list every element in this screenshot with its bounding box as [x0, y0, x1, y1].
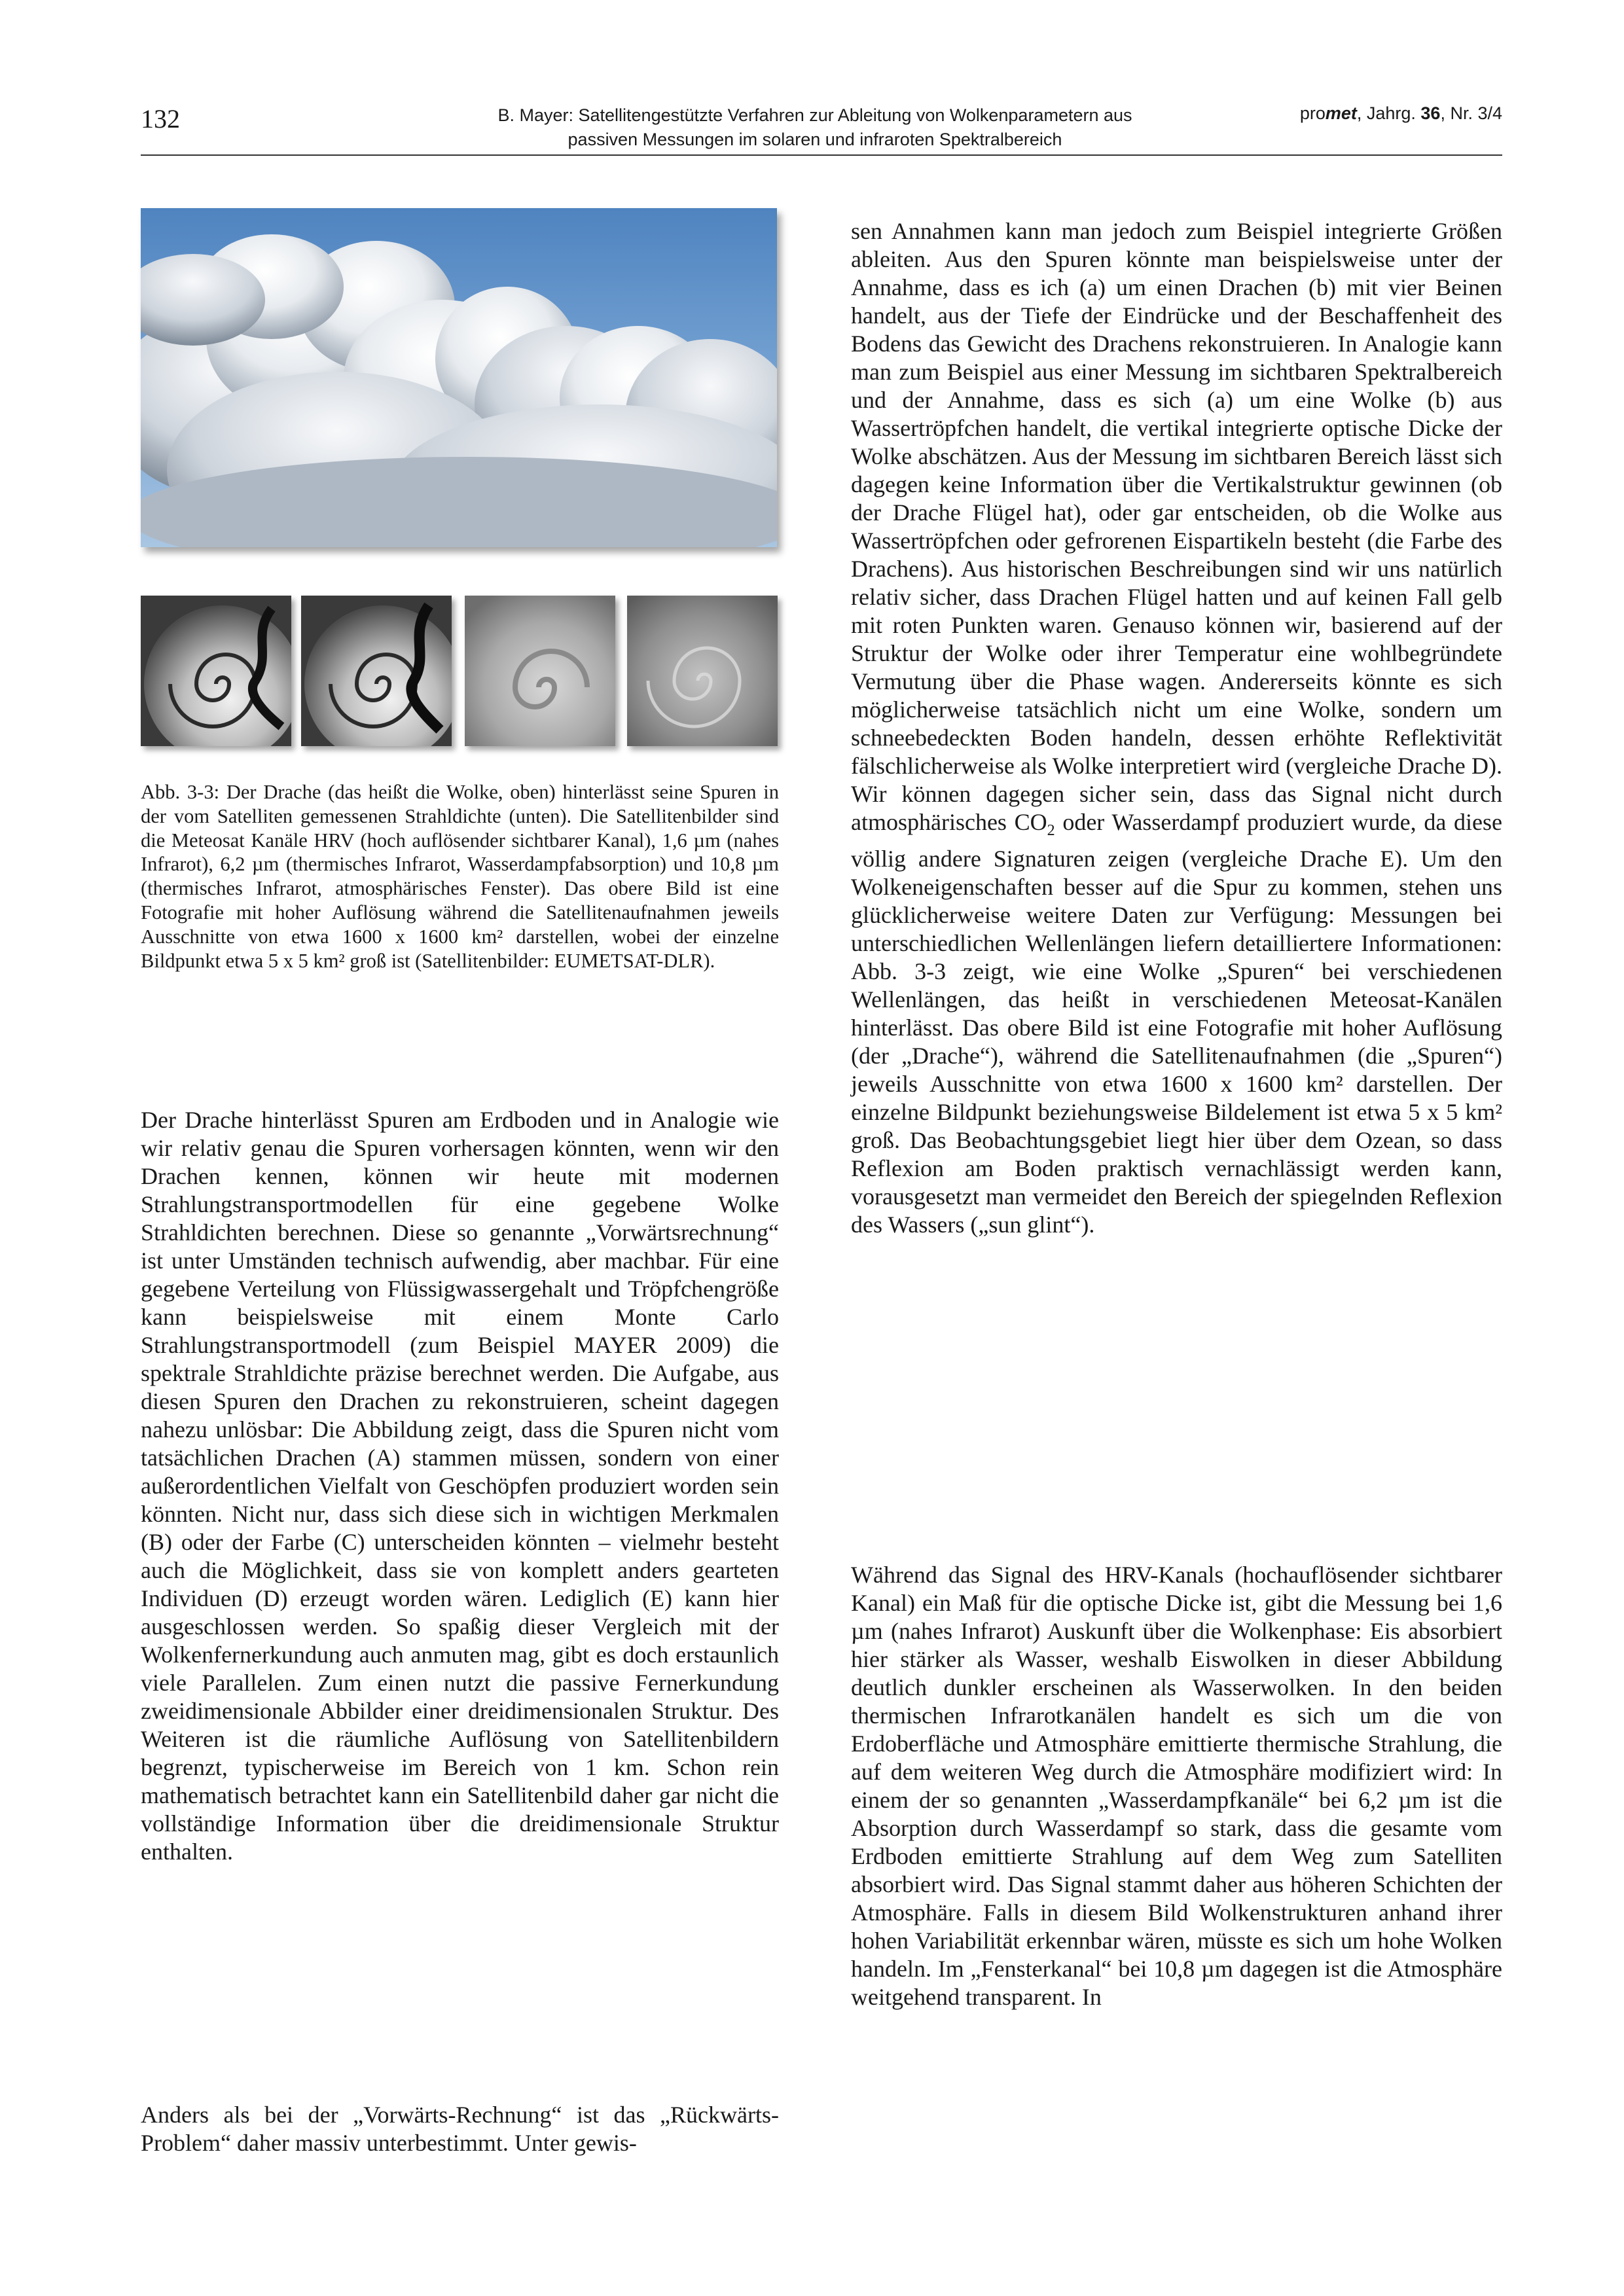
journal-volume: 36: [1420, 103, 1441, 123]
right-paragraph-1-text-b: oder Wasserdampf produziert wurde, da diese völlig andere Signaturen zeigen (vergleiche Drache E). Um den Wolkeneigenschaften besser auf die Spur zu kommen, stehen uns glücklicherweise weitere Daten zur Verfügung: Messungen bei unterschiedlichen Wellenlängen liefern detailliertere Informationen: Abb. 3-3 zeigt, wie eine Wolke „Spuren“ bei verschiedenen Wellenlängen, das heißt in verschiedenen Meteosat-Kanälen hinterlässt. Das obere Bild ist eine Fotografie mit hoher Auflösung (der „Drache“), während die Satellitenaufnahmen (die „Spuren“) jeweils Ausschnitte von etwa 1600 x 1600 km² darstellen. Der einzelne Bildpunkt beziehungsweise Bildelement ist etwa 5 x 5 km² groß. Das Beobachtungsgebiet liegt hier über dem Ozean, so dass Reflexion am Boden praktisch vernachlässigt werden kann, vorausgesetzt man vermeidet den Bereich der spiegelnden Reflexion des Wassers („sun glint“).: [851, 809, 1502, 1238]
left-column-paragraph-1: Der Drache hinterlässt Spuren am Erdboden und in Analogie wie wir relativ genau die Spuren vorhersagen könnten, wenn wir den Drachen kennen, können wir heute mit modernen Strahlungstransportmodellen für eine gegebene Wolke Strahldichten berechnen. Diese so genannte „Vorwärtsrechnung“ ist unter Umständen technisch aufwendig, aber machbar. Für eine gegebene Verteilung von Flüssigwassergehalt und Tröpfchengröße kann beispielsweise mit einem Monte Carlo Strahlungstransportmodell (zum Beispiel MAYER 2009) die spektrale Strahldichte präzise berechnet werden. Die Aufgabe, aus diesen Spuren den Drachen zu rekonstruieren, scheint dagegen nahezu unlösbar: Die Abbildung zeigt, dass die Spuren nicht vom tatsächlichen Drachen (A) stammen müssen, sondern von einer außerordentlichen Vielfalt von Geschöpfen produziert worden sein könnten. Nicht nur, dass sich diese sich in wichtigen Merkmalen (B) oder der Farbe (C) unterscheiden könnten – vielmehr besteht auch die Möglichkeit, dass sie von komplett anders gearteten Individuen (D) erzeugt worden wären. Lediglich (E) kann hier ausgeschlossen werden. So spaßig dieser Vergleich mit der Wolkenfernerkundung auch anmuten mag, gibt es doch erstaunlich viele Parallelen. Zum einen nutzt die passive Fernerkundung zweidimensionale Abbilder einer dreidimensionalen Struktur. Des Weiteren ist die räumliche Auflösung von Satellitenbildern begrenzt, typischerweise im Bereich von 1 km. Schon rein mathematisch betrachtet kann ein Satellitenbild daher gar nicht die vollständige Information über die dreidimensionale Struktur enthalten.: [141, 1107, 779, 1865]
running-title-line-1: B. Mayer: Satellitengestützte Verfahren zur Ableitung von Wolkenparametern aus: [497, 105, 1132, 125]
running-title: [458, 103, 1172, 152]
satellite-image-6-2um: [465, 596, 615, 746]
figure-caption: Abb. 3-3: Der Drache (das heißt die Wolke, oben) hinterlässt seine Spuren in der vom Satelliten gemessenen Strahldichte (unten). Die Satellitenbilder sind die Meteosat Kanäle HRV (hoch auflösender sichtbarer Kanal), 1,6 µm (nahes Infrarot), 6,2 µm (thermisches Infrarot, Wasserdampfabsorption) und 10,8 µm (thermisches Infrarot, atmosphärisches Fenster). Das obere Bild ist eine Fotografie mit hoher Auflösung während die Satellitenaufnahmen jeweils Ausschnitte von etwa 1600 x 1600 km² darstellen, wobei der einzelne Bildpunkt etwa 5 x 5 km² groß ist (Satellitenbilder: EUMETSAT-DLR).: [141, 781, 779, 972]
running-title-line-2: passiven Messungen im solaren und infraroten Spektralbereich: [568, 130, 1062, 149]
satellite-image-1-6um: [301, 596, 452, 746]
cloud-photograph: [141, 208, 777, 547]
right-column-paragraph-1: [851, 217, 1502, 1239]
right-column-paragraph-2: Während das Signal des HRV-Kanals (hochauflösender sichtbarer Kanal) ein Maß für die optische Dicke ist, gibt die Messung bei 1,6 µm (nahes Infrarot) Auskunft über die Wolkenphase: Eis absorbiert hier stärker als Wasser, weshalb Eiswolken in dieser Abbildung deutlich dunkler erscheinen als Wasserwolken. In den beiden thermischen Infrarotkanälen handelt es sich um die von Erdoberfläche und Atmosphäre emittierte thermische Strahlung, die auf dem weiteren Weg durch die Atmosphäre modifiziert wird: In einem der so genannten „Wasserdampfkanäle“ bei 6,2 µm ist die Absorption durch Wasserdampf so stark, dass die gesamte vom Erdboden emittierte Strahlung auf dem Weg zum Satelliten absorbiert wird. Das Signal stammt daher aus höheren Schichten der Atmosphäre. Falls in diesem Bild Wolkenstrukturen anhand ihrer hohen Variabilität erkennbar wären, müsste es sich um hohe Wolken handeln. Im „Fensterkanal“ bei 10,8 µm dagegen ist die Atmosphäre weitgehend transparent. In: [851, 1562, 1502, 2010]
page-number: 132: [141, 104, 180, 134]
journal-issue: , Nr. 3/4: [1440, 103, 1502, 123]
journal-name-prefix: pro: [1299, 103, 1326, 123]
left-column-paragraph-2: Anders als bei der „Vorwärts-Rechnung“ ist das „Rückwärts-Problem“ daher massiv unterbestimmt. Unter gewis-: [141, 2102, 779, 2156]
journal-name-emphasis: met: [1325, 103, 1357, 123]
journal-reference: [1254, 103, 1502, 124]
journal-year-label: , Jahrg.: [1356, 103, 1421, 123]
satellite-image-10-8um: [627, 596, 778, 746]
right-paragraph-1-text-a: sen Annahmen kann man jedoch zum Beispiel integrierte Größen ableiten. Aus den Spuren könnte man beispielsweise unter der Annahme, dass es ich (a) um einen Drachen (b) mit vier Beinen handelt, aus der Tiefe der Eindrücke und der Beschaffenheit des Bodens das Gewicht des Drachens rekonstruieren. In Analogie kann man zum Beispiel aus einer Messung im sichtbaren Spektralbereich und der Annahme, dass es sich (a) um eine Wolke (b) aus Wassertröpfchen handelt, die vertikal integrierte optische Dicke der Wolke abschätzen. Aus der Messung im sichtbaren Bereich lässt sich dagegen keine Information über die Vertikalstruktur gewinnen (ob der Drache Flügel hat), oder gar entscheiden, ob die Wolke aus Wassertröpfchen oder gefrorenen Eispartikeln besteht (die Farbe des Drachens). Aus historischen Beschreibungen sind wir uns natürlich relativ sicher, dass Drachen Flügel hatten und auf keinen Fall gelb mit roten Punkten waren. Genauso können wir, basierend auf der Struktur der Wolke oder ihrer Temperatur eine wohlbegründete Vermutung über die Phase wagen. Andererseits könnte es sich möglicherweise tatsächlich nicht um eine Wolke, sondern um schneebedeckten Boden handeln, dessen erhöhte Reflektivität fälschlicherweise als Wolke interpretiert wird (vergleiche Drache D). Wir können dagegen sicher sein, dass das Signal nicht durch atmosphärisches CO: [851, 218, 1502, 835]
co2-subscript: 2: [1047, 822, 1055, 840]
header-rule: [141, 154, 1502, 156]
satellite-image-hrv: [141, 596, 291, 746]
